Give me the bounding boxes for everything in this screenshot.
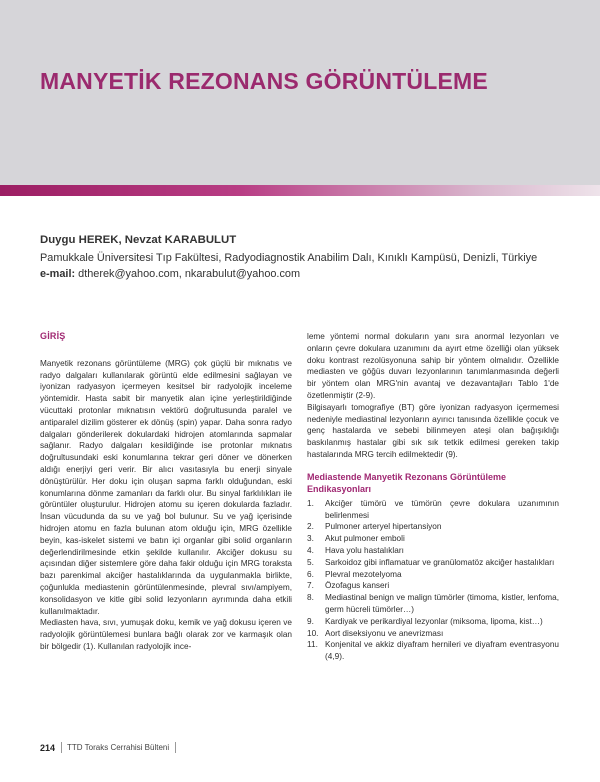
list-number: 4. — [307, 545, 314, 555]
email-label: e-mail: — [40, 268, 76, 280]
body-paragraph: Manyetik rezonans görüntüleme (MRG) çok güçlü bir mıknatıs ve radyo dalgaları kullanılarak görüntü elde edilmesini sağlayan ve iyonizan radyasyon içermeyen kesitsel bir radyolojik inceleme yöntemidir. Hasta sabit bir manyetik alan içine yerleştirildiğinde vücuttaki protonlar mıknatısın vektörü doğrultusunda paralel ve antiparalel dizilim gösterer ek dönüş (spin) yapar. Daha sonra radyo dalgaları gönderilerek dokulardaki hidrojen atomlarında sapmalar sağlanır. Radyo dalgaları kesildiğinde ise protonlar mıknatıs doğrultusundaki eski konumlarına tekrar geri döner ve dönerken aldığı enerjiyi geri verir. Bir alıcı vasıtasıyla bu enerji sinyale dönüştürülür. Her doku için oluşan sapma farklı olduğundan, eski konumlarına dönme zamanları da farklı olur. Bu sinyal farklılıkları ile görüntüler oluşturulur. Hidrojen atomu su içeren dokularda fazladır. İnsan vücudunda da su ve yağ bol bulunur. Su ve yağ içerisinde hidrojen atomu en fazla bulunan atom olduğu için, MRG özellikle beyin, kas-iskelet sistemi ve batın içi organlar gibi solid organların değerlendirilmesinde etkin şekilde kullanılır. Akciğer dokusu su açısından diğer sistemlere göre daha fakir olduğu için MRG toraksta bazı parenkimal akciğer hastalıklarında da uygulanmakla birlikte, çoğunlukla mediastenin görüntülenmesinde, plevral sıvı/ampiyem, konsolidasyon ve kitle gibi solid lezyonların ayrımında daha etkili kullanılmaktadır. — [40, 358, 292, 616]
footer-divider — [61, 742, 62, 753]
list-number: 1. — [307, 498, 314, 508]
list-text: Özofagus kanseri — [325, 581, 390, 591]
header-accent-strip — [0, 185, 600, 196]
list-text: Kardiyak ve perikardiyal lezyonlar (miksoma, lipoma, kist…) — [325, 616, 543, 626]
section-heading-giris: GİRİŞ — [40, 331, 66, 341]
list-number: 10. — [307, 628, 319, 638]
list-text: Sarkoidoz gibi inflamatuar ve granülomatöz akciğer hastalıkları — [325, 557, 555, 567]
list-item — [307, 545, 559, 557]
list-number: 11. — [307, 640, 318, 650]
list-item — [307, 533, 559, 545]
author-affiliation: Pamukkale Üniversitesi Tıp Fakültesi, Radyodiagnostik Anabilim Dalı, Kınıklı Kampüsü, Denizli, Türkiye — [40, 252, 538, 264]
list-text: Akut pulmoner emboli — [325, 534, 405, 544]
page-number: 214 — [40, 742, 56, 753]
journal-name: TTD Toraks Cerrahisi Bülteni — [67, 743, 170, 752]
body-paragraph: Bilgisayarlı tomografiye (BT) göre iyonizan radyasyon içermemesi nedeniyle mediastinal lezyonların ayırıcı tanısında özellikle çocuk ve genç hastalarda ve sebebi bilinmeyen ateşi olan bağışıklığı baskılanmış hastalar gibi sık sık tetkik edilmesi gereken takip hastalarında MRG tercih edilmektedir (9). — [307, 402, 559, 459]
list-item — [307, 498, 559, 522]
list-number: 9. — [307, 616, 314, 626]
list-number: 2. — [307, 522, 314, 532]
list-text: Konjenital ve akkiz diyafram hernileri ve diyafram eventrasyonu (4,9). — [325, 640, 559, 662]
list-text: Pulmoner arteryel hipertansiyon — [325, 522, 442, 532]
list-item — [307, 580, 559, 592]
list-text: Plevral mezotelyoma — [325, 569, 402, 579]
page-title: MANYETİK REZONANS GÖRÜNTÜLEME — [40, 68, 488, 94]
author-email — [40, 268, 300, 280]
list-number: 3. — [307, 534, 314, 544]
left-column — [40, 331, 292, 653]
list-item — [307, 628, 559, 640]
header-banner — [0, 0, 600, 185]
list-item — [307, 557, 559, 569]
list-item — [307, 569, 559, 581]
list-text: Mediastinal benign ve malign tümörler (timoma, kistler, lenfoma, germ hücreli tümörler…) — [325, 593, 559, 614]
list-number: 7. — [307, 581, 314, 591]
right-column — [307, 331, 559, 663]
indications-list — [307, 498, 559, 663]
author-names: Duygu HEREK, Nevzat KARABULUT — [40, 234, 237, 246]
list-text: Hava yolu hastalıkları — [325, 545, 404, 555]
footer-divider — [175, 742, 176, 753]
list-item — [307, 616, 559, 628]
page-footer — [40, 742, 176, 753]
list-item — [307, 592, 559, 616]
body-paragraph: Mediasten hava, sıvı, yumuşak doku, kemik ve yağ dokusu içeren ve radyolojik görüntülemesi bunlara bağlı olarak zor ve karmaşık olan bir bölgedir (1). Kullanılan radyolojik ince- — [40, 618, 292, 651]
list-number: 8. — [307, 593, 314, 603]
email-value: dtherek@yahoo.com, nkarabulut@yahoo.com — [78, 268, 301, 280]
body-paragraph: leme yöntemi normal dokuların yanı sıra anormal lezyonları ve onların çevre dokulara uzanımını da ayırt etme özelliği olan yüksek doku kontrast rezolüsyonuna sahip bir yöntem olmalıdır. Özellikle mediasten ve göğüs duvarı lezyonlarının tanımlanmasında değerli bir yöntem olan MRG'nin avantaj ve dezavantajları Tablo 1'de özetlenmiştir (2-9). — [307, 332, 559, 400]
list-number: 6. — [307, 569, 314, 579]
subsection-heading: Mediastende Manyetik Rezonans Görüntüleme Endikasyonları — [307, 471, 507, 494]
list-item — [307, 521, 559, 533]
list-text: Aort diseksiyonu ve anevrizması — [325, 628, 444, 638]
list-number: 5. — [307, 557, 314, 567]
list-text: Akciğer tümörü ve tümörün çevre dokulara uzanımının belirlenmesi — [325, 498, 559, 520]
list-item — [307, 639, 559, 663]
